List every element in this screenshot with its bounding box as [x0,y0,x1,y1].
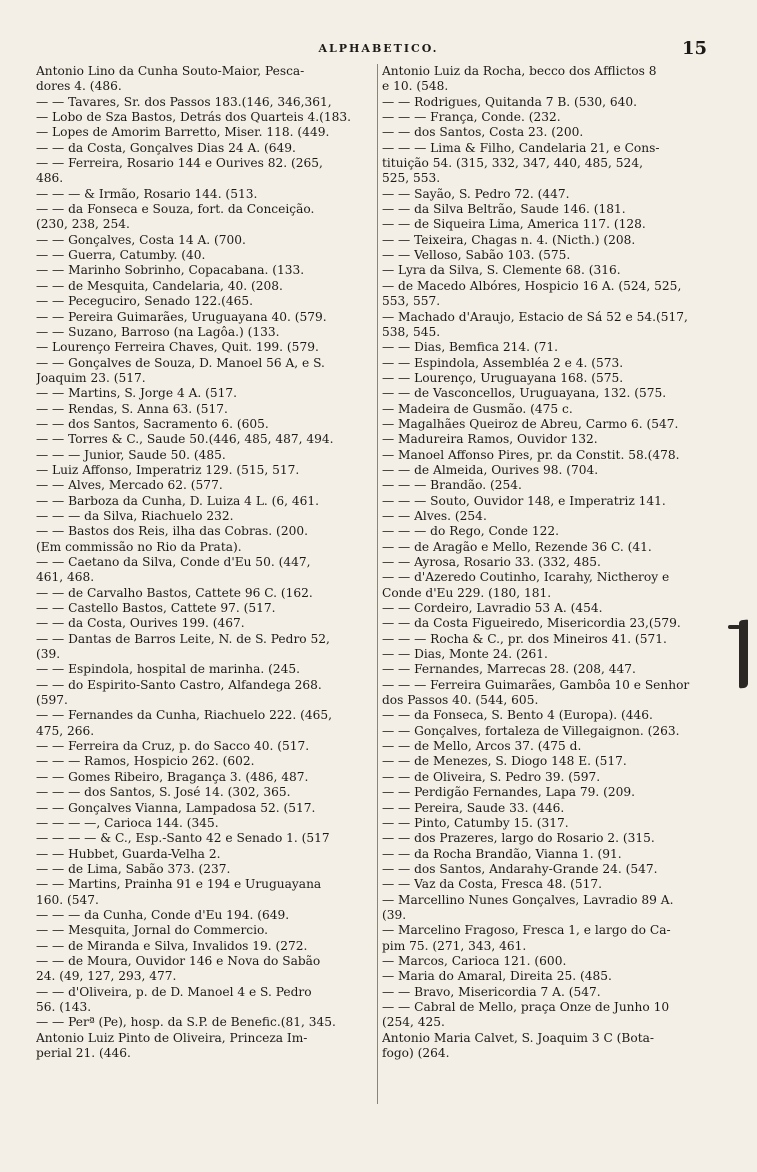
directory-entry-line: — — de Almeida, Ourives 98. (704. [382,462,599,477]
directory-entry-line: — — Pinto, Catumby 15. (317. [382,815,569,830]
directory-entry-line: — — Martins, S. Jorge 4 A. (517. [36,386,238,401]
directory-entry-line: — — Rodrigues, Quitanda 7 B. (530, 640. [382,94,637,109]
left-column [36,64,374,1061]
directory-entry-line: — — Dias, Bemfica 214. (71. [382,340,559,355]
directory-entry-line: — — de Moura, Ouvidor 146 e Nova do Sabão [36,953,321,968]
directory-entry-line: — — da Costa, Gonçalves Dias 24 A. (649. [36,140,296,155]
directory-entry-line: (254, 425. [382,1015,445,1030]
directory-entry-line: — — da Rocha Brandão, Vianna 1. (91. [382,846,622,861]
directory-entry-line: — — Perdigão Fernandes, Lapa 79. (209. [382,785,636,800]
directory-entry-line: — — da Fonseca e Souza, fort. da Conceição. [36,202,315,217]
directory-entry-line: — — Ayrosa, Rosario 33. (332, 485. [382,555,601,569]
directory-entry-line: — — dos Prazeres, largo do Rosario 2. (315. [382,831,655,846]
directory-entry-line: fogo) (264. [382,1046,450,1060]
directory-entry-line: — — Martins, Prainha 91 e 194 e Uruguayana [36,877,322,892]
directory-entry-line: — — Torres & C., Saude 50.(446, 485, 487, 494. [36,432,334,447]
directory-entry-line: Conde d'Eu 229. (180, 181. [382,585,552,600]
directory-entry-line: 24. (49, 127, 293, 477. [36,969,177,984]
directory-entry-line: — — — do Rego, Conde 122. [382,524,560,539]
directory-entry-line: — — — —, Carioca 144. (345. [36,815,219,830]
directory-entry-line: — Maria do Amaral, Direita 25. (485. [382,969,612,984]
page-header [0,38,757,62]
directory-entry-line: 525, 553. [382,171,441,186]
directory-entry-line: (39. [36,647,61,662]
directory-entry-line: (39. [382,907,407,922]
directory-entry-line: 475, 266. [36,723,95,738]
directory-entry-line: — — — Lima & Filho, Candelaria 21, e Cons- [382,140,660,155]
directory-entry-line: dores 4. (486. [36,79,122,94]
directory-entry-line: 486. [36,171,64,186]
directory-entry-line: — — — Ramos, Hospicio 262. (602. [36,754,255,769]
directory-entry-line: — — Caetano da Silva, Conde d'Eu 50. (447, [36,555,311,569]
directory-entry-line: — — de Oliveira, S. Pedro 39. (597. [382,769,601,784]
directory-entry-line: tituição 54. (315, 332, 347, 440, 485, 524, [382,156,643,171]
directory-entry-line: — — da Silva Beltrão, Saude 146. (181. [382,202,626,217]
directory-entry-line: — — Suzano, Barroso (na Lagôa.) (133. [36,324,280,339]
directory-entry-line: — — de Miranda e Silva, Invalidos 19. (272. [36,938,308,953]
directory-entry-line: — — Rendas, S. Anna 63. (517. [36,401,228,416]
directory-entry-line: e 10. (548. [382,79,449,94]
page-number: 15 [681,38,707,59]
directory-entry-line: 461, 468. [36,570,95,585]
directory-entry-line: — — — Rocha & C., pr. dos Mineiros 41. (571. [382,631,667,646]
directory-entry-line: — — Gonçalves Vianna, Lampadosa 52. (517. [36,800,316,815]
directory-entry-line: — — Tavares, Sr. dos Passos 183.(146, 346,361, [36,94,332,109]
directory-entry-line: — — Peceguciro, Senado 122.(465. [36,294,254,309]
directory-entry-line: 160. (547. [36,892,99,907]
directory-entry-line: — — Gonçalves, fortaleza de Villegaignon. (263. [382,723,680,738]
directory-entry-line: — — Espindola, Assembléa 2 e 4. (573. [382,355,624,370]
directory-entry-line: 538, 545. [382,324,441,339]
directory-entry-line: — de Macedo Albóres, Hospicio 16 A. (524, 525, [382,278,682,293]
directory-entry-line: — — da Fonseca, S. Bento 4 (Europa). (446. [382,708,653,723]
directory-entry-line: — — Dantas de Barros Leite, N. de S. Pedro 52, [36,631,330,646]
directory-entry-line: — — Marinho Sobrinho, Copacabana. (133. [36,263,305,278]
directory-entry-line: — Manoel Affonso Pires, pr. da Constit. 58.(478. [382,447,680,462]
directory-entry-line: — — da Costa Figueiredo, Misericordia 23,(579. [382,616,681,631]
directory-entry-line: — Machado d'Araujo, Estacio de Sá 52 e 54.(517, [382,309,688,324]
directory-entry-line: Joaquim 23. (517. [36,370,146,385]
directory-entry-line: — Madeira de Gusmão. (475 c. [382,401,573,416]
directory-entry-line: — — de Vasconcellos, Uruguayana, 132. (575. [382,386,667,401]
directory-entry-line: — — Gomes Ribeiro, Bragança 3. (486, 487. [36,769,309,784]
directory-entry-line: 56. (143. [36,999,92,1014]
directory-entry-line: — — dos Santos, Sacramento 6. (605. [36,416,269,431]
directory-entry-line: dos Passos 40. (544, 605. [382,693,539,708]
directory-entry-line: — — — Ferreira Guimarães, Gambôa 10 e Senhor [382,677,690,692]
margin-ink-mark [739,620,748,689]
directory-entry-line: — — Alves, Mercado 62. (577. [36,478,223,493]
directory-entry-line: Antonio Maria Calvet, S. Joaquim 3 C (Bota- [382,1030,654,1045]
directory-entry-line: Antonio Lino da Cunha Souto-Maior, Pesca- [36,64,305,78]
directory-entry-line: — — d'Oliveira, p. de D. Manoel 4 e S. Pedro [36,984,312,999]
directory-entry-line: — — Barboza da Cunha, D. Luiza 4 L. (6, 461. [36,493,320,508]
running-title: ALPHABETICO. [318,42,439,55]
directory-entry-line: — — Fernandes, Marrecas 28. (208, 447. [382,662,636,677]
directory-entry-line: — — Cordeiro, Lavradio 53 A. (454. [382,601,603,616]
directory-entry-line: — — Alves. (254. [382,508,487,523]
directory-entry-line: (597. [36,693,68,708]
directory-entry-line: — — Gonçalves de Souza, D. Manoel 56 A, e S. [36,355,325,370]
directory-entry-line: — — Castello Bastos, Cattete 97. (517. [36,601,276,616]
directory-entry-line: — — d'Azeredo Coutinho, Icarahy, Nictheroy e [382,570,670,585]
directory-entry-line: — — Fernandes da Cunha, Riachuelo 222. (465, [36,708,332,723]
directory-entry-line: — Marcellino Nunes Gonçalves, Lavradio 89 A. [382,892,674,907]
directory-entry-line: — — Ferreira da Cruz, p. do Sacco 40. (517. [36,739,310,754]
directory-entry-line: — — Cabral de Mello, praça Onze de Junho 10 [382,999,670,1014]
directory-entry-line: — — — & Irmão, Rosario 144. (513. [36,186,258,201]
directory-entry-line: — — — Souto, Ouvidor 148, e Imperatriz 141. [382,493,666,508]
directory-entry-line: — — Teixeira, Chagas n. 4. (Nicth.) (208. [382,232,636,247]
directory-entry-line: — — da Costa, Ourives 199. (467. [36,616,245,631]
directory-entry-line: — — Guerra, Catumby. (40. [36,248,206,263]
directory-entry-line: — — dos Santos, Costa 23. (200. [382,125,584,140]
directory-entry-line: — — dos Santos, Andarahy-Grande 24. (547. [382,861,658,876]
directory-entry-line: — — de Menezes, S. Diogo 148 E. (517. [382,754,627,769]
directory-entry-line: — — Hubbet, Guarda-Velha 2. [36,846,221,861]
directory-entry-line: 553, 557. [382,294,441,309]
directory-entry-line: — — Vaz da Costa, Fresca 48. (517. [382,877,602,892]
directory-entry-line: — — Bastos dos Reis, ilha das Cobras. (200. [36,524,308,539]
directory-entry-line: — — — Junior, Saude 50. (485. [36,447,226,462]
directory-entry-line: — — Velloso, Sabão 103. (575. [382,248,571,263]
directory-entry-line: — — — Brandão. (254. [382,478,522,493]
directory-entry-line: — Marcos, Carioca 121. (600. [382,953,567,968]
directory-entry-line: — — Bravo, Misericordia 7 A. (547. [382,984,601,999]
directory-entry-line: — — — França, Conde. (232. [382,110,561,125]
column-divider [377,64,378,1104]
directory-entry-line: — — Espindola, hospital de marinha. (245. [36,662,300,677]
directory-entry-line: — — — dos Santos, S. José 14. (302, 365. [36,785,291,800]
directory-entry-line: Antonio Luiz da Rocha, becco dos Afflictos 8 [382,64,657,78]
directory-entry-line: — — Dias, Monte 24. (261. [382,647,548,662]
directory-entry-line: — Lopes de Amorim Barretto, Miser. 118. (449. [36,125,330,140]
directory-entry-line: — Marcelino Fragoso, Fresca 1, e largo do Ca- [382,923,671,938]
directory-entry-line: — — de Aragão e Mello, Rezende 36 C. (41. [382,539,652,554]
directory-entry-line: — — de Lima, Sabão 373. (237. [36,861,231,876]
directory-entry-line: pim 75. (271, 343, 461. [382,938,527,953]
directory-entry-line: (230, 238, 254. [36,217,130,232]
directory-entry-line: — — Mesquita, Jornal do Commercio. [36,923,269,938]
directory-entry-line: — Lourenço Ferreira Chaves, Quit. 199. (579. [36,340,319,355]
directory-entry-line: — — Sayão, S. Pedro 72. (447. [382,186,570,201]
directory-entry-line: — Madureira Ramos, Ouvidor 132. [382,432,598,447]
directory-entry-line: (Em commissão no Rio da Prata). [36,539,242,554]
directory-entry-line: — Lobo de Sza Bastos, Detrás dos Quarteis 4.(183. [36,110,351,125]
directory-entry-line: — — Pereira, Saude 33. (446. [382,800,565,815]
directory-entry-line: — — de Mello, Arcos 37. (475 d. [382,739,582,754]
directory-entry-line: — — — da Cunha, Conde d'Eu 194. (649. [36,907,290,922]
directory-entry-line: — — — — & C., Esp.-Santo 42 e Senado 1. (517 [36,831,330,846]
directory-entry-line: — — de Siqueira Lima, America 117. (128. [382,217,646,232]
directory-entry-line: perial 21. (446. [36,1046,131,1060]
directory-entry-line: Antonio Luiz Pinto de Oliveira, Princeza Im- [36,1030,308,1045]
right-column [382,64,725,1061]
directory-entry-line: — — Ferreira, Rosario 144 e Ourives 82. (265, [36,156,323,171]
directory-entry-line: — — de Mesquita, Candelaria, 40. (208. [36,278,283,293]
directory-entry-line: — — do Espirito-Santo Castro, Alfandega 268. [36,677,322,692]
directory-entry-line: — Lyra da Silva, S. Clemente 68. (316. [382,263,621,278]
directory-entry-line: — Luiz Affonso, Imperatriz 129. (515, 517. [36,462,300,477]
directory-entry-line: — — Perª (Pe), hosp. da S.P. de Benefic.(81, 345. [36,1015,336,1030]
directory-entry-line: — — Gonçalves, Costa 14 A. (700. [36,232,246,247]
directory-entry-line: — — Pereira Guimarães, Uruguayana 40. (579. [36,309,327,324]
directory-entry-line: — — — da Silva, Riachuelo 232. [36,508,234,523]
directory-entry-line: — Magalhães Queiroz de Abreu, Carmo 6. (547. [382,416,679,431]
directory-entry-line: — — Lourenço, Uruguayana 168. (575. [382,370,624,385]
directory-entry-line: — — de Carvalho Bastos, Cattete 96 C. (162. [36,585,313,600]
